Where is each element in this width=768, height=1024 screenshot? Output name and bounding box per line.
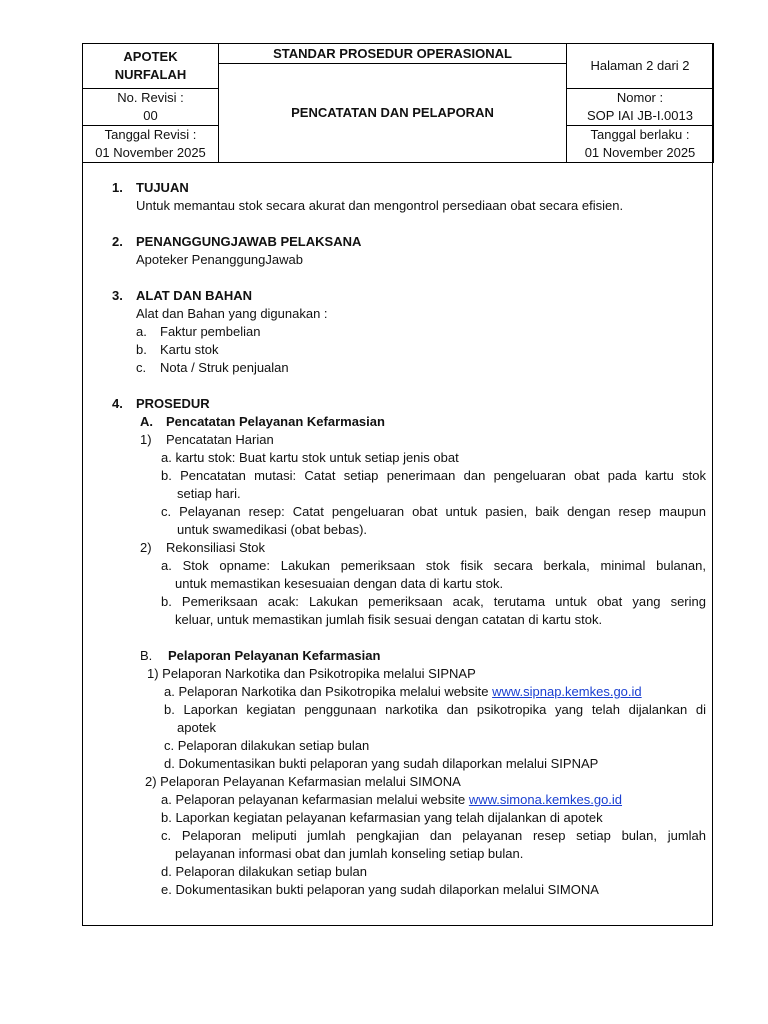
procedure-line: b. Laporkan kegiatan penggunaan narkotika dan psikotropika yang telah dijalankan di [164, 702, 706, 717]
simona-text: a. Pelaporan pelayanan kefarmasian melalui website [161, 792, 469, 807]
list-item: Faktur pembelian [160, 324, 261, 339]
list-item: Kartu stok [160, 342, 219, 357]
revision-date-label: Tanggal Revisi : [104, 127, 197, 142]
procedure-line: untuk swamedikasi (obat bebas). [177, 522, 368, 537]
doc-number-cell [567, 89, 714, 126]
procedure-line: e. Dokumentasikan bukti pelaporan yang sudah dilaporkan melalui SIMONA [161, 882, 599, 897]
step-title-sipnap: 1) Pelaporan Narkotika dan Psikotropika melalui SIPNAP [147, 666, 476, 681]
doc-title-cell: PENCATATAN DAN PELAPORAN [219, 64, 567, 163]
document-header-table [82, 43, 714, 163]
org-name-line2: NURFALAH [114, 67, 187, 82]
subsection-title-pencatatan: Pencatatan Pelayanan Kefarmasian [166, 414, 385, 429]
subsection-title-pelaporan: Pelaporan Pelayanan Kefarmasian [168, 648, 381, 663]
procedure-line: pelayanan informasi obat dan jumlah konseling setiap bulan. [175, 846, 524, 861]
revision-cell [83, 89, 219, 126]
step-marker: 2) [140, 540, 152, 555]
section-number: 4. [112, 396, 123, 411]
doc-number-label: Nomor : [616, 90, 664, 105]
section-title-penanggungjawab: PENANGGUNGJAWAB PELAKSANA [136, 234, 362, 249]
procedure-line: c. Pelaporan meliputi jumlah pengkajian dan pelayanan resep setiap bulan, jumlah [161, 828, 706, 843]
procedure-line [161, 791, 622, 809]
org-name-cell [83, 44, 219, 89]
page-number-cell: Halaman 2 dari 2 [567, 44, 714, 89]
org-name-line1: APOTEK [123, 49, 178, 64]
step-title-pencatatan-harian: Pencatatan Harian [166, 432, 274, 447]
subsection-marker: A. [140, 414, 153, 429]
procedure-line: b. Pencatatan mutasi: Catat setiap penerimaan dan pengeluaran obat pada kartu stok [161, 468, 706, 483]
section-number: 3. [112, 288, 123, 303]
procedure-line: keluar, untuk memastikan jumlah fisik sesuai dengan catatan di kartu stok. [175, 612, 603, 627]
revision-date-value: 01 November 2025 [95, 145, 206, 160]
doc-type-cell: STANDAR PROSEDUR OPERASIONAL [219, 44, 567, 64]
doc-number-value: SOP IAI JB-I.0013 [587, 108, 693, 123]
simona-link[interactable]: www.simona.kemkes.go.id [468, 792, 623, 807]
sipnap-text: a. Pelaporan Narkotika dan Psikotropika melalui website [164, 684, 493, 699]
tujuan-text: Untuk memantau stok secara akurat dan mengontrol persediaan obat secara efisien. [136, 198, 624, 213]
sipnap-link[interactable]: www.sipnap.kemkes.go.id [492, 684, 642, 699]
list-marker: a. [136, 324, 147, 339]
procedure-line [164, 683, 642, 701]
step-title-simona: 2) Pelaporan Pelayanan Kefarmasian melalui SIMONA [145, 774, 461, 789]
list-marker: c. [136, 360, 147, 375]
alat-bahan-intro: Alat dan Bahan yang digunakan : [136, 306, 328, 321]
revision-label: No. Revisi : [117, 90, 184, 105]
procedure-line: a. Stok opname: Lakukan pemeriksaan stok fisik secara berkala, minimal bulanan, [161, 558, 706, 573]
list-marker: b. [136, 342, 147, 357]
procedure-line: b. Laporkan kegiatan pelayanan kefarmasian yang telah dijalankan di apotek [161, 810, 603, 825]
procedure-line: d. Dokumentasikan bukti pelaporan yang sudah dilaporkan melalui SIPNAP [164, 756, 599, 771]
step-title-rekonsiliasi-stok: Rekonsiliasi Stok [166, 540, 265, 555]
procedure-line: b. Pemeriksaan acak: Lakukan pemeriksaan acak, terutama untuk obat yang sering [161, 594, 706, 609]
section-number: 1. [112, 180, 123, 195]
effective-date-cell [567, 126, 714, 163]
sop-document [82, 43, 713, 926]
procedure-line: c. Pelaporan dilakukan setiap bulan [164, 738, 370, 753]
penanggungjawab-text: Apoteker PenanggungJawab [136, 252, 303, 267]
procedure-line: a. kartu stok: Buat kartu stok untuk setiap jenis obat [161, 450, 459, 465]
revision-value: 00 [143, 108, 158, 123]
list-item: Nota / Struk penjualan [160, 360, 289, 375]
revision-date-cell [83, 126, 219, 163]
section-title-tujuan: TUJUAN [136, 180, 189, 195]
section-title-prosedur: PROSEDUR [136, 396, 210, 411]
section-title-alat-bahan: ALAT DAN BAHAN [136, 288, 253, 303]
procedure-line: apotek [177, 720, 217, 735]
effective-date-label: Tanggal berlaku : [590, 127, 690, 142]
subsection-marker: B. [140, 648, 153, 663]
section-number: 2. [112, 234, 123, 249]
procedure-line: untuk memastikan kesesuaian dengan data di kartu stok. [175, 576, 504, 591]
procedure-line: setiap hari. [177, 486, 241, 501]
step-marker: 1) [140, 432, 152, 447]
effective-date-value: 01 November 2025 [584, 145, 696, 160]
procedure-line: c. Pelayanan resep: Catat pengeluaran obat untuk pasien, baik dengan resep maupun [161, 504, 706, 519]
procedure-line: d. Pelaporan dilakukan setiap bulan [161, 864, 367, 879]
